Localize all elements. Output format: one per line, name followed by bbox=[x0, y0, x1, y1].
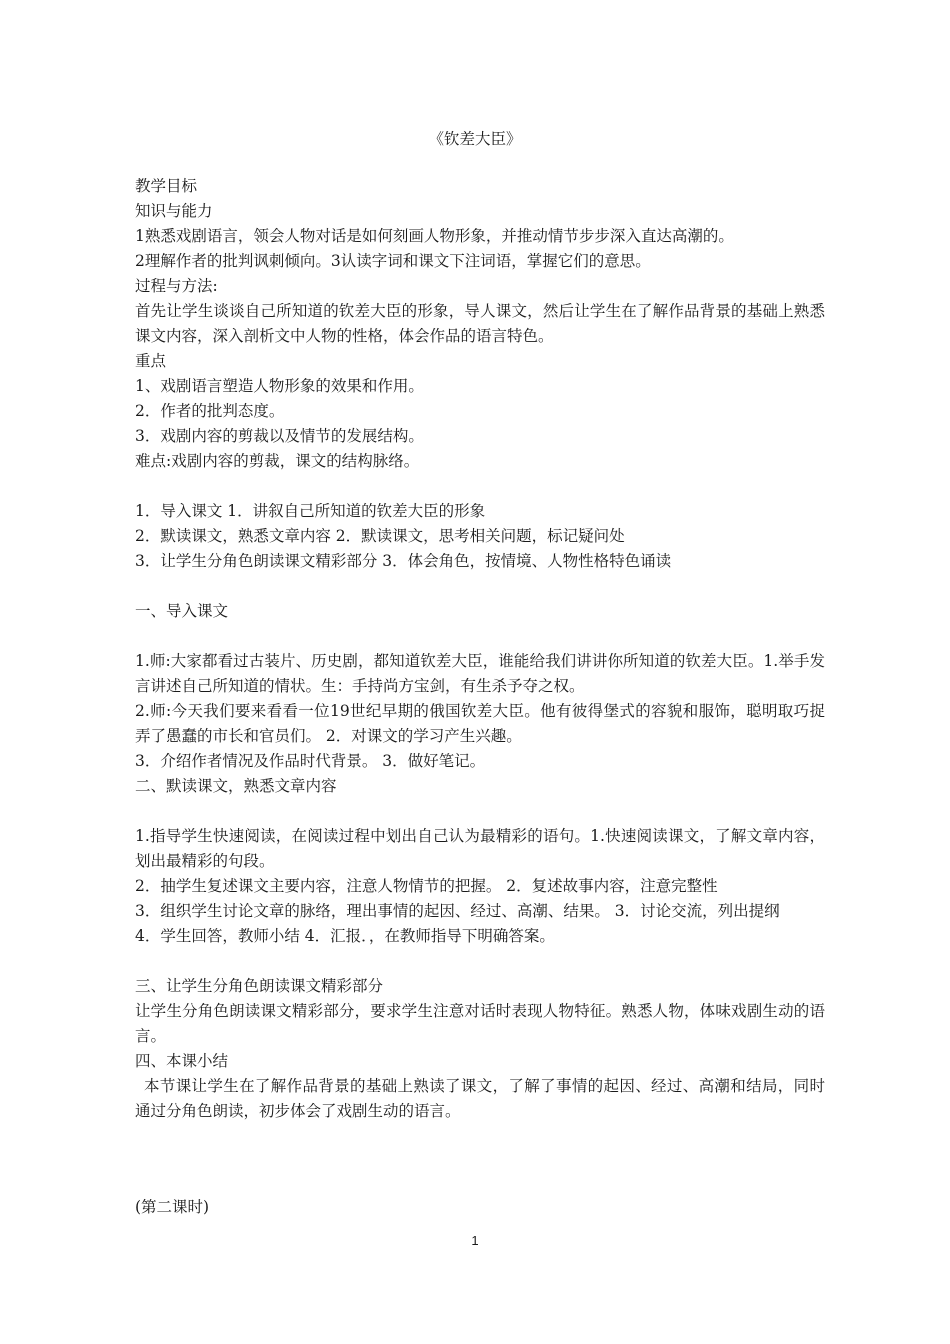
difficult-points: 难点:戏剧内容的剪裁，课文的结构脉络。 bbox=[135, 452, 420, 470]
paragraph: 2．抽学生复述课文主要内容，注意人物情节的把握。 2．复述故事内容，注意完整性 bbox=[135, 877, 718, 895]
document-title: 《钦差大臣》 bbox=[428, 130, 522, 148]
heading-teaching-goals: 教学目标 bbox=[135, 177, 198, 195]
spacer bbox=[135, 949, 825, 974]
spacer bbox=[135, 474, 825, 499]
paragraph: 让学生分角色朗读课文精彩部分，要求学生注意对话时表现人物特征。熟悉人物，体味戏剧生动的语言。 bbox=[135, 1002, 825, 1045]
list-item: 1、戏剧语言塑造人物形象的效果和作用。 bbox=[135, 377, 424, 395]
heading-process-method: 过程与方法: bbox=[135, 277, 218, 295]
paragraph: 1.指导学生快速阅读，在阅读过程中划出自己认为最精彩的语句。1.快速阅读课文，了解文章内容，划出最精彩的句段。 bbox=[135, 827, 825, 870]
spacer bbox=[135, 624, 825, 649]
paragraph: 1熟悉戏剧语言，领会人物对话是如何刻画人物形象，并推动情节步步深入直达高潮的。 bbox=[135, 227, 734, 245]
section-heading: 三、让学生分角色朗读课文精彩部分 bbox=[135, 977, 384, 995]
heading-knowledge-ability: 知识与能力 bbox=[135, 202, 213, 220]
spacer bbox=[135, 574, 825, 599]
list-item: 3．让学生分角色朗读课文精彩部分 3．体会角色，按情境、人物性格特色诵读 bbox=[135, 552, 672, 570]
paragraph: 首先让学生谈谈自己所知道的钦差大臣的形象，导人课文，然后让学生在了解作品背景的基础上熟悉课文内容，深入剖析文中人物的性格，体会作品的语言特色。 bbox=[135, 302, 825, 345]
paragraph: 4．学生回答，教师小结 4．汇报．，在教师指导下明确答案。 bbox=[135, 927, 555, 945]
heading-key-points: 重点 bbox=[135, 352, 167, 370]
section-heading: 四、本课小结 bbox=[135, 1052, 229, 1070]
section-heading: 一、导入课文 bbox=[135, 602, 229, 620]
document-body bbox=[135, 174, 825, 1124]
list-item: 3．戏剧内容的剪裁以及情节的发展结构。 bbox=[135, 427, 424, 445]
list-item: 1．导入课文 1．讲叙自己所知道的钦差大臣的形象 bbox=[135, 502, 486, 520]
section-heading: 二、默读课文，熟悉文章内容 bbox=[135, 777, 337, 795]
summary-paragraph: 本节课让学生在了解作品背景的基础上熟读了课文，了解了事情的起因、经过、高潮和结局，同时通过分角色朗读，初步体会了戏剧生动的语言。 bbox=[135, 1077, 825, 1120]
page-number: 1 bbox=[471, 1233, 479, 1248]
session-label: (第二课时) bbox=[135, 1198, 210, 1216]
list-item: 2．默读课文，熟悉文章内容 2．默读课文，思考相关问题，标记疑问处 bbox=[135, 527, 625, 545]
list-item: 2．作者的批判态度。 bbox=[135, 402, 285, 420]
paragraph: 2.师:今天我们要来看看一位19世纪早期的俄国钦差大臣。他有彼得堡式的容貌和服饰，聪明取巧捉弄了愚蠢的市长和官员们。 2．对课文的学习产生兴趣。 bbox=[135, 702, 825, 745]
paragraph: 3．组织学生讨论文章的脉络，理出事情的起因、经过、高潮、结果。 3．讨论交流，列出提纲 bbox=[135, 902, 780, 920]
paragraph: 2理解作者的批判讽刺倾向。3认读字词和课文下注词语，掌握它们的意思。 bbox=[135, 252, 651, 270]
paragraph: 3．介绍作者情况及作品时代背景。 3．做好笔记。 bbox=[135, 752, 486, 770]
paragraph: 1.师:大家都看过古装片、历史剧，都知道钦差大臣，谁能给我们讲讲你所知道的钦差大臣。1.举手发言讲述自己所知道的情状。生：手持尚方宝剑，有生杀予夺之权。 bbox=[135, 652, 825, 695]
spacer bbox=[135, 799, 825, 824]
